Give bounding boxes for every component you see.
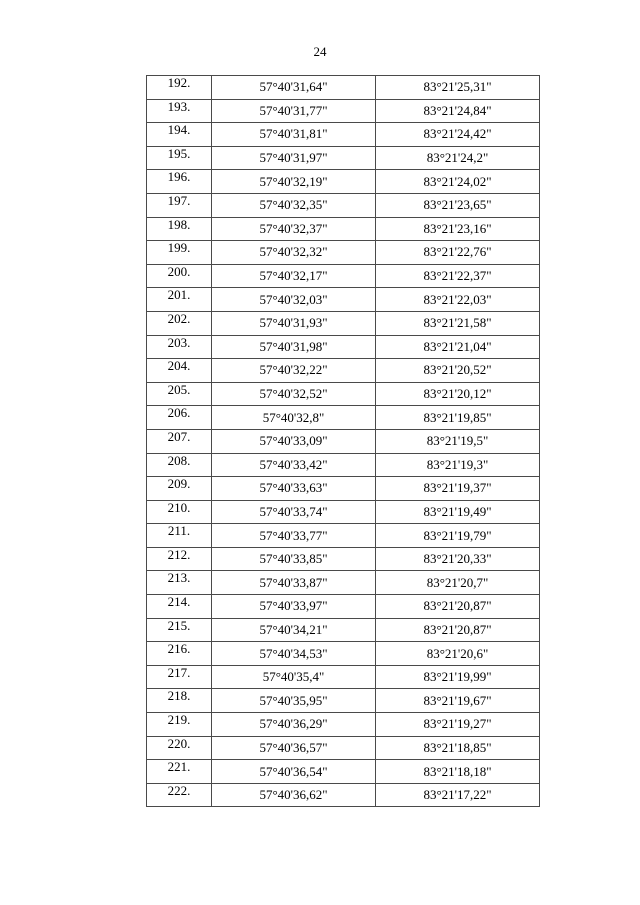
row-number-cell: 213. — [147, 571, 212, 595]
longitude-cell: 83°21'25,31" — [376, 76, 540, 100]
longitude-cell: 83°21'23,16" — [376, 217, 540, 241]
row-number-cell: 218. — [147, 689, 212, 713]
longitude-cell: 83°21'22,76" — [376, 241, 540, 265]
latitude-cell: 57°40'36,54" — [212, 760, 376, 784]
row-number-cell: 196. — [147, 170, 212, 194]
row-number-cell: 205. — [147, 382, 212, 406]
latitude-cell: 57°40'31,98" — [212, 335, 376, 359]
table-row — [147, 99, 540, 123]
table-row — [147, 547, 540, 571]
longitude-cell: 83°21'22,03" — [376, 288, 540, 312]
row-number-cell: 195. — [147, 146, 212, 170]
longitude-cell: 83°21'19,85" — [376, 406, 540, 430]
row-number-cell: 204. — [147, 359, 212, 383]
latitude-cell: 57°40'35,4" — [212, 665, 376, 689]
longitude-cell: 83°21'18,85" — [376, 736, 540, 760]
row-number-cell: 217. — [147, 665, 212, 689]
longitude-cell: 83°21'19,37" — [376, 477, 540, 501]
table-row — [147, 193, 540, 217]
longitude-cell: 83°21'19,67" — [376, 689, 540, 713]
latitude-cell: 57°40'33,97" — [212, 595, 376, 619]
latitude-cell: 57°40'36,57" — [212, 736, 376, 760]
table-row — [147, 123, 540, 147]
longitude-cell: 83°21'19,5" — [376, 429, 540, 453]
longitude-cell: 83°21'24,2" — [376, 146, 540, 170]
latitude-cell: 57°40'32,17" — [212, 264, 376, 288]
latitude-cell: 57°40'33,63" — [212, 477, 376, 501]
table-row — [147, 689, 540, 713]
latitude-cell: 57°40'31,93" — [212, 311, 376, 335]
row-number-cell: 211. — [147, 524, 212, 548]
table-row — [147, 146, 540, 170]
latitude-cell: 57°40'31,77" — [212, 99, 376, 123]
row-number-cell: 199. — [147, 241, 212, 265]
table-row — [147, 359, 540, 383]
longitude-cell: 83°21'19,99" — [376, 665, 540, 689]
row-number-cell: 209. — [147, 477, 212, 501]
table-row — [147, 170, 540, 194]
row-number-cell: 200. — [147, 264, 212, 288]
table-row — [147, 524, 540, 548]
longitude-cell: 83°21'19,49" — [376, 500, 540, 524]
latitude-cell: 57°40'35,95" — [212, 689, 376, 713]
row-number-cell: 216. — [147, 642, 212, 666]
longitude-cell: 83°21'20,52" — [376, 359, 540, 383]
longitude-cell: 83°21'24,84" — [376, 99, 540, 123]
longitude-cell: 83°21'20,87" — [376, 618, 540, 642]
longitude-cell: 83°21'19,27" — [376, 713, 540, 737]
latitude-cell: 57°40'32,8" — [212, 406, 376, 430]
latitude-cell: 57°40'31,64" — [212, 76, 376, 100]
row-number-cell: 201. — [147, 288, 212, 312]
row-number-cell: 214. — [147, 595, 212, 619]
row-number-cell: 193. — [147, 99, 212, 123]
row-number-cell: 212. — [147, 547, 212, 571]
table-row — [147, 311, 540, 335]
table-row — [147, 618, 540, 642]
latitude-cell: 57°40'36,62" — [212, 783, 376, 807]
latitude-cell: 57°40'33,42" — [212, 453, 376, 477]
latitude-cell: 57°40'33,74" — [212, 500, 376, 524]
row-number-cell: 197. — [147, 193, 212, 217]
latitude-cell: 57°40'33,09" — [212, 429, 376, 453]
longitude-cell: 83°21'17,22" — [376, 783, 540, 807]
table-row — [147, 760, 540, 784]
row-number-cell: 203. — [147, 335, 212, 359]
longitude-cell: 83°21'19,3" — [376, 453, 540, 477]
latitude-cell: 57°40'33,87" — [212, 571, 376, 595]
coordinates-table — [146, 75, 540, 807]
row-number-cell: 202. — [147, 311, 212, 335]
longitude-cell: 83°21'21,04" — [376, 335, 540, 359]
table-row — [147, 477, 540, 501]
latitude-cell: 57°40'31,81" — [212, 123, 376, 147]
table-row — [147, 288, 540, 312]
row-number-cell: 207. — [147, 429, 212, 453]
table-row — [147, 642, 540, 666]
latitude-cell: 57°40'36,29" — [212, 713, 376, 737]
longitude-cell: 83°21'23,65" — [376, 193, 540, 217]
table-row — [147, 241, 540, 265]
latitude-cell: 57°40'33,85" — [212, 547, 376, 571]
table-row — [147, 429, 540, 453]
latitude-cell: 57°40'34,21" — [212, 618, 376, 642]
longitude-cell: 83°21'21,58" — [376, 311, 540, 335]
latitude-cell: 57°40'32,32" — [212, 241, 376, 265]
longitude-cell: 83°21'20,12" — [376, 382, 540, 406]
latitude-cell: 57°40'32,19" — [212, 170, 376, 194]
row-number-cell: 208. — [147, 453, 212, 477]
row-number-cell: 206. — [147, 406, 212, 430]
table-row — [147, 335, 540, 359]
latitude-cell: 57°40'34,53" — [212, 642, 376, 666]
longitude-cell: 83°21'22,37" — [376, 264, 540, 288]
latitude-cell: 57°40'32,03" — [212, 288, 376, 312]
table-row — [147, 571, 540, 595]
latitude-cell: 57°40'33,77" — [212, 524, 376, 548]
row-number-cell: 198. — [147, 217, 212, 241]
latitude-cell: 57°40'32,52" — [212, 382, 376, 406]
longitude-cell: 83°21'18,18" — [376, 760, 540, 784]
longitude-cell: 83°21'20,6" — [376, 642, 540, 666]
longitude-cell: 83°21'24,42" — [376, 123, 540, 147]
longitude-cell: 83°21'24,02" — [376, 170, 540, 194]
table-row — [147, 665, 540, 689]
table-row — [147, 406, 540, 430]
table-row — [147, 595, 540, 619]
table-row — [147, 382, 540, 406]
table-row — [147, 713, 540, 737]
page-number: 24 — [313, 44, 327, 59]
row-number-cell: 219. — [147, 713, 212, 737]
row-number-cell: 221. — [147, 760, 212, 784]
table-row — [147, 453, 540, 477]
latitude-cell: 57°40'32,35" — [212, 193, 376, 217]
row-number-cell: 222. — [147, 783, 212, 807]
row-number-cell: 210. — [147, 500, 212, 524]
table-row — [147, 76, 540, 100]
row-number-cell: 215. — [147, 618, 212, 642]
table-row — [147, 217, 540, 241]
longitude-cell: 83°21'20,87" — [376, 595, 540, 619]
table-row — [147, 500, 540, 524]
latitude-cell: 57°40'32,37" — [212, 217, 376, 241]
table-row — [147, 783, 540, 807]
longitude-cell: 83°21'19,79" — [376, 524, 540, 548]
row-number-cell: 192. — [147, 76, 212, 100]
table-row — [147, 736, 540, 760]
coordinates-table-body — [147, 76, 540, 807]
table-row — [147, 264, 540, 288]
row-number-cell: 220. — [147, 736, 212, 760]
longitude-cell: 83°21'20,7" — [376, 571, 540, 595]
row-number-cell: 194. — [147, 123, 212, 147]
latitude-cell: 57°40'31,97" — [212, 146, 376, 170]
longitude-cell: 83°21'20,33" — [376, 547, 540, 571]
latitude-cell: 57°40'32,22" — [212, 359, 376, 383]
